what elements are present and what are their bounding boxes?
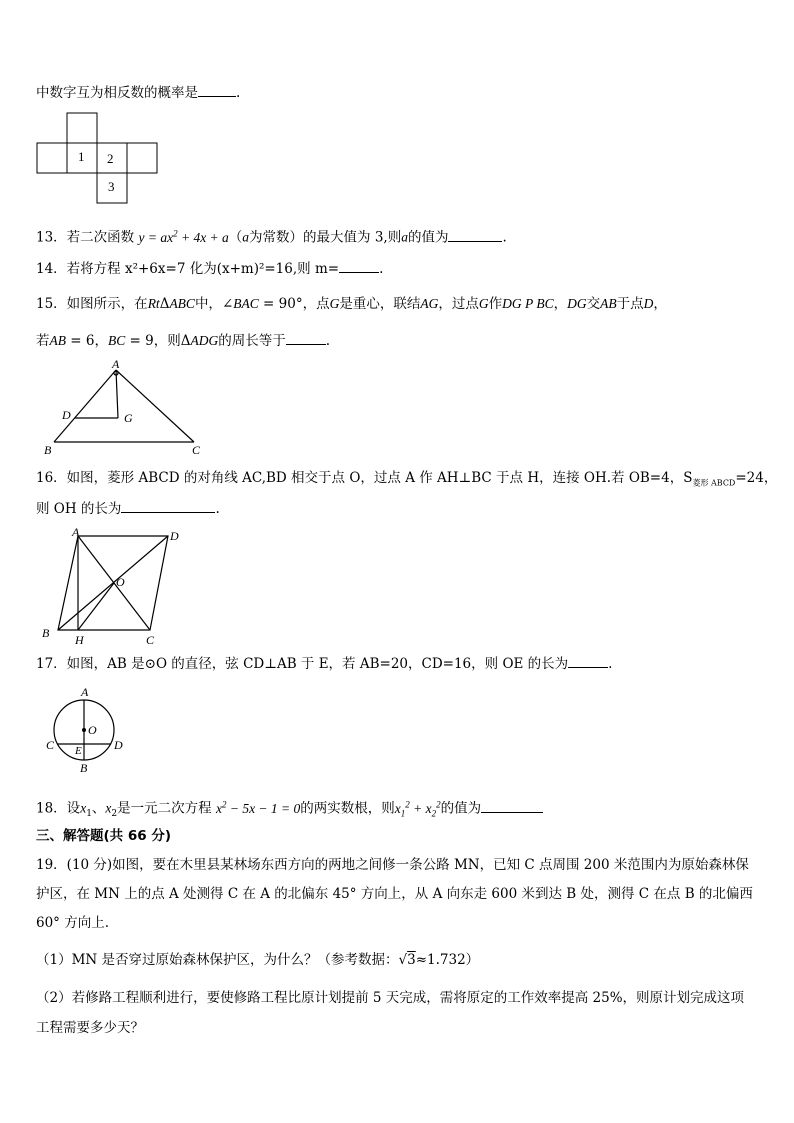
q17-text: 17．如图，AB 是⊙O 的直径，弦 CD⊥AB 于 E，若 AB=20，CD=16，则 OE 的长为 . xyxy=(36,653,612,674)
rhombus-figure xyxy=(36,524,196,648)
triangle-figure xyxy=(40,358,210,456)
net-cell xyxy=(37,143,67,173)
answer-blank xyxy=(568,653,608,668)
net-label-2: 2 xyxy=(107,151,114,166)
q18-text: 18．设$x_1$、$x_2$是一元二次方程 $x^2 - 5x - 1 = 0$的两实数根，则$x_1^2 + x_2^2$的值为 xyxy=(36,794,543,824)
label-C: C xyxy=(146,633,155,647)
answer-blank xyxy=(121,498,215,513)
label-D: D xyxy=(62,408,71,422)
q15-line2: 若AB = 6，BC = 9，则ΔADG的周长等于 . xyxy=(36,330,330,351)
label-B: B xyxy=(44,443,52,456)
net-cell xyxy=(67,113,97,143)
label-G: G xyxy=(124,411,133,425)
segment-AG xyxy=(116,370,118,418)
answer-blank xyxy=(198,82,236,97)
q16-line2: 则 OH 的长为 . xyxy=(36,498,220,519)
center-dot xyxy=(82,728,86,732)
formula-equation: $x^2 - 5x - 1 = 0$ xyxy=(215,799,301,816)
q19-line3: 60° 方向上. xyxy=(36,915,110,931)
label-A: A xyxy=(112,358,120,371)
net-label-3: 3 xyxy=(108,179,115,194)
circle-figure xyxy=(44,684,128,776)
answer-blank xyxy=(448,227,502,242)
label-O: O xyxy=(116,575,125,589)
section-heading: 三、解答题(共 66 分) xyxy=(36,828,172,844)
q19-part2: （2）若修路工程顺利进行，要使修路工程比原计划提前 5 天完成，需将原定的工作效率提高 25%，则原计划完成这项 xyxy=(36,990,745,1006)
q19-line1: 19．(10 分)如图，要在木里县某林场东西方向的两地之间修一条公路 MN，已知 C 点周围 200 米范围内为原始森林保 xyxy=(36,857,749,873)
label-C: C xyxy=(192,443,201,456)
label-H: H xyxy=(75,633,84,647)
net-cell xyxy=(127,143,157,173)
formula-sum-squares: $x_1^2 + x_2^2$ xyxy=(394,799,441,819)
answer-blank xyxy=(286,330,326,345)
label-B: B xyxy=(80,761,88,775)
q14-text: 14．若将方程 x²+6x=7 化为(x+m)²=16,则 m= . xyxy=(36,258,383,279)
sqrt-3: √3 xyxy=(398,952,416,968)
q19-part3: 工程需要多少天？ xyxy=(36,1020,144,1036)
label-D: D xyxy=(114,738,123,752)
label-A: A xyxy=(81,685,89,699)
label-B: B xyxy=(42,626,50,640)
label-E: E xyxy=(75,745,82,757)
q15-line1: 15．如图所示，在RtΔABC中，∠BAC = 90°，点G是重心，联结AG，过点G作DG P BC，DG交AB于点D， xyxy=(36,296,667,312)
q19-part1: （1）MN 是否穿过原始森林保护区，为什么？（参考数据：√3≈1.732） xyxy=(36,952,480,968)
q12-text: 中数字互为相反数的概率是 . xyxy=(36,82,240,103)
segment-OH xyxy=(78,583,114,630)
q19-line2: 护区，在 MN 上的点 A 处测得 C 在 A 的北偏东 45° 方向上，从 A 向东走 600 米到达 B 处，测得 C 在点 B 的北偏西 xyxy=(36,886,753,902)
cube-net-figure xyxy=(36,112,162,204)
label-O: O xyxy=(88,723,97,737)
answer-blank xyxy=(481,798,543,813)
formula-quadratic: $y = ax^2 + 4x + a$ xyxy=(138,228,229,245)
label-D: D xyxy=(170,529,179,543)
label-C: C xyxy=(46,738,55,752)
q16-line1: 16．如图，菱形 ABCD 的对角线 AC,BD 相交于点 O，过点 A 作 AH⊥BC 于点 H，连接 OH.若 OB=4，$S_{菱形 ABCD}=24$， xyxy=(36,470,778,488)
segment-AB xyxy=(54,370,116,442)
segment-AC xyxy=(116,370,194,442)
label-A: A xyxy=(72,525,80,539)
q13-text: 13．若二次函数 $y = ax^2 + 4x + a(a$为常数）的最大值为 3,则a的值为 . xyxy=(36,228,507,246)
net-label-1: 1 xyxy=(78,149,85,164)
answer-blank xyxy=(339,258,379,273)
